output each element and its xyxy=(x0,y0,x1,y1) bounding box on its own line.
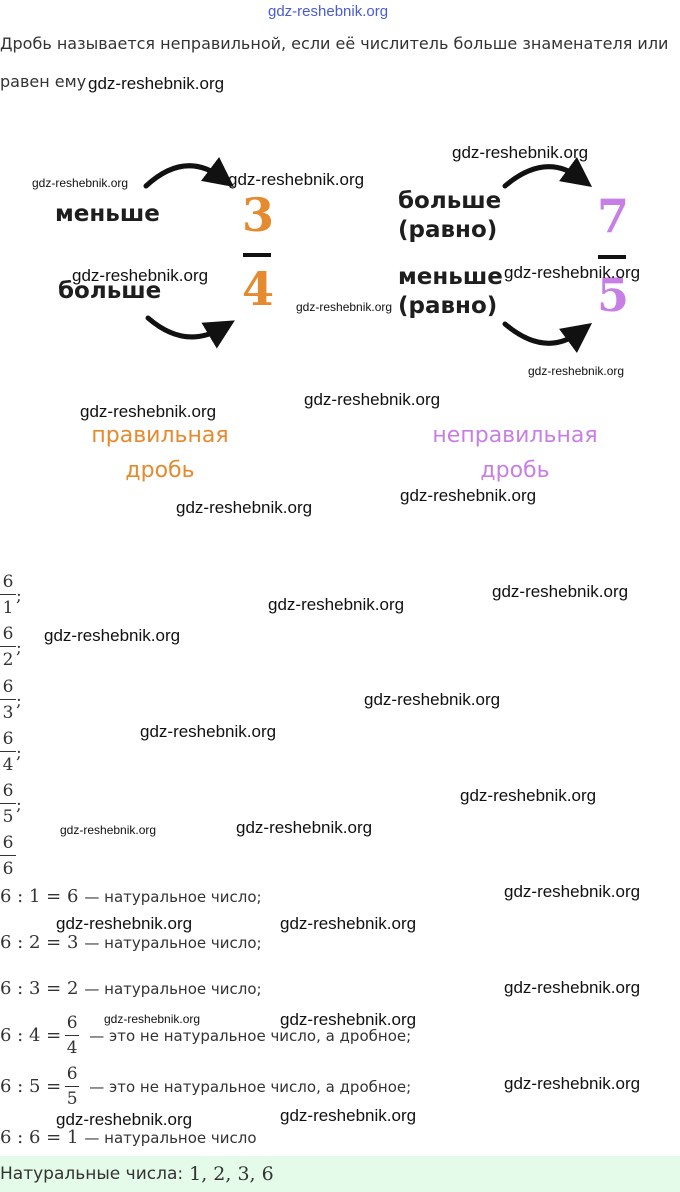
answer-values: 1, 2, 3, 6 xyxy=(189,1163,274,1185)
equation-text: — это не натуральное число, а дробное; xyxy=(89,1077,412,1096)
fraction-separator: ; xyxy=(16,638,22,658)
watermark: gdz-reshebnik.org xyxy=(504,263,641,282)
equation-fraction: 6 4 xyxy=(66,1013,78,1058)
watermark: gdz-reshebnik.org xyxy=(228,170,365,189)
fraction-6-5: 6 5 xyxy=(0,781,16,827)
watermark: gdz-reshebnik.org xyxy=(176,498,313,517)
equation-row xyxy=(0,886,262,907)
watermark: gdz-reshebnik.org xyxy=(72,266,209,285)
site-header: gdz-reshebnik.org xyxy=(268,3,389,20)
left-bottom-arrow-icon xyxy=(148,318,222,337)
watermark: gdz-reshebnik.org xyxy=(280,1010,417,1029)
fraction-6-6: 6 6 xyxy=(0,833,16,879)
watermark: gdz-reshebnik.org xyxy=(528,364,625,378)
watermark: gdz-reshebnik.org xyxy=(44,626,181,645)
watermark: gdz-reshebnik.org xyxy=(460,786,597,805)
equation-text: — натуральное число; xyxy=(84,979,262,998)
right-bottom-word-line-2: (равно) xyxy=(398,293,498,319)
watermark: gdz-reshebnik.org xyxy=(236,818,373,837)
left-top-arrow-icon xyxy=(146,166,222,186)
watermark: gdz-reshebnik.org xyxy=(504,978,641,997)
equation-text: — натуральное число xyxy=(84,1128,257,1147)
fraction-separator: ; xyxy=(16,586,22,606)
right-fraction-bar xyxy=(598,255,626,259)
right-top-word-line-2: (равно) xyxy=(398,217,498,243)
intro-line-2: равен ему xyxy=(0,72,87,91)
right-numerator: 7 xyxy=(597,189,630,243)
left-bottom-word: больше xyxy=(58,278,162,304)
right-caption-line-1: неправильная xyxy=(432,423,598,448)
fraction-6-1: 6 1 xyxy=(0,572,16,618)
watermark: gdz-reshebnik.org xyxy=(492,582,629,601)
right-bottom-arrow-icon xyxy=(505,324,580,343)
equation-math: 6 : 2 = 3 xyxy=(0,932,79,953)
watermark: gdz-reshebnik.org xyxy=(56,1110,193,1129)
watermark: gdz-reshebnik.org xyxy=(280,914,417,933)
answer-box xyxy=(0,1156,680,1192)
watermark: gdz-reshebnik.org xyxy=(60,823,157,837)
fraction-6-3: 6 3 xyxy=(0,677,16,723)
watermark: gdz-reshebnik.org xyxy=(56,914,193,933)
right-top-word-line-1: больше xyxy=(398,188,502,214)
fraction-separator: ; xyxy=(16,795,22,815)
equation-row xyxy=(0,932,262,953)
watermark: gdz-reshebnik.org xyxy=(304,390,441,409)
fraction-separator: ; xyxy=(16,691,22,711)
fraction-6-4: 6 4 xyxy=(0,729,16,775)
equation-math: 6 : 6 = 1 xyxy=(0,1127,79,1148)
watermark: gdz-reshebnik.org xyxy=(400,486,537,505)
equation-math: 6 : 5 = xyxy=(0,1076,62,1097)
left-numerator: 3 xyxy=(242,188,275,242)
right-caption-line-2: дробь xyxy=(480,458,550,483)
intro-line-1: Дробь называется неправильной, если её числитель больше знаменателя или xyxy=(0,34,669,53)
watermark: gdz-reshebnik.org xyxy=(80,402,217,421)
equation-math: 6 : 4 = xyxy=(0,1025,62,1046)
left-top-word: меньше xyxy=(55,201,160,227)
watermark: gdz-reshebnik.org xyxy=(88,74,225,93)
equation-fraction: 6 5 xyxy=(66,1064,78,1109)
equation-row xyxy=(0,978,262,999)
equation-row xyxy=(0,1064,411,1109)
equation-text: — натуральное число; xyxy=(84,887,262,906)
watermark: gdz-reshebnik.org xyxy=(364,690,501,709)
left-fraction-bar xyxy=(243,253,271,257)
left-denominator: 4 xyxy=(242,262,275,316)
equation-math: 6 : 3 = 2 xyxy=(0,978,79,999)
left-caption-line-2: дробь xyxy=(125,458,195,483)
equation-math: 6 : 1 = 6 xyxy=(0,886,79,907)
watermark: gdz-reshebnik.org xyxy=(104,1012,201,1026)
right-bottom-word-line-1: меньше xyxy=(398,264,503,290)
right-top-arrow-icon xyxy=(505,167,580,186)
watermark: gdz-reshebnik.org xyxy=(504,882,641,901)
watermark: gdz-reshebnik.org xyxy=(280,1106,417,1125)
equation-text: — это не натуральное число, а дробное; xyxy=(89,1026,412,1045)
left-caption-line-1: правильная xyxy=(91,423,229,448)
watermark: gdz-reshebnik.org xyxy=(452,143,589,162)
answer-label: Натуральные числа: xyxy=(0,1164,184,1184)
watermark: gdz-reshebnik.org xyxy=(296,300,393,314)
watermark: gdz-reshebnik.org xyxy=(504,1074,641,1093)
watermark: gdz-reshebnik.org xyxy=(32,176,129,190)
watermark: gdz-reshebnik.org xyxy=(268,595,405,614)
fraction-6-2: 6 2 xyxy=(0,624,16,670)
fraction-separator: ; xyxy=(16,743,22,763)
equation-text: — натуральное число; xyxy=(84,933,262,952)
equation-row xyxy=(0,1127,257,1148)
right-denominator: 5 xyxy=(597,268,630,322)
watermark: gdz-reshebnik.org xyxy=(140,722,277,741)
